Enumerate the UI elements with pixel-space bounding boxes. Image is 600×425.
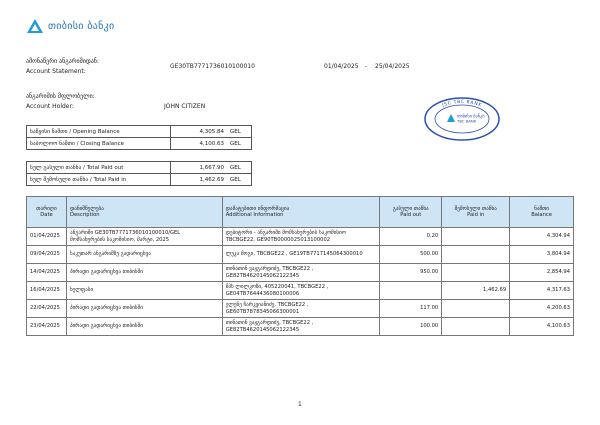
page-number: 1 [298, 401, 302, 408]
row-paid-in [442, 300, 510, 318]
totals-summary [26, 161, 252, 186]
holder-label-en: Account Holder: [26, 103, 74, 110]
row-date: 23/04/2025 [27, 318, 67, 336]
stamp-ring-text: JSC TBC BANK [441, 99, 483, 109]
closing-balance-currency: GEL [227, 138, 252, 150]
header-additional-info: დამატებითი ინფორმაცია Additional Information [222, 197, 380, 228]
row-paid-in [442, 228, 510, 246]
date-to: 25/04/2025 [375, 63, 410, 70]
opening-balance-row [27, 126, 252, 138]
header-paid-in: შემოსული თანხა Paid in [442, 197, 510, 228]
header-date: თარიღი Date [27, 197, 67, 228]
row-date: 22/04/2025 [27, 300, 67, 318]
row-description: პირადი გადარიცხვა თიბისში [66, 264, 222, 282]
row-description: პირადი გადარიცხვა თიბისში [66, 300, 222, 318]
row-paid-out: 500.00 [380, 246, 442, 264]
row-description: პირადი გადარიცხვა თიბისში [66, 318, 222, 336]
row-description: საკუთარ ანგარიშზე გადარიცხვა [66, 246, 222, 264]
row-additional-info: თინათინ ვაჟგარდიძე, TBCBGE22 , GE82TB4620145062122345 [222, 318, 380, 336]
total-paid-out-label: სულ გასული თანხა / Total Paid out [27, 162, 171, 174]
holder-label-ka: ანგარიშის მფლობელი: [26, 93, 95, 100]
total-paid-out-row [27, 162, 252, 174]
row-additional-info: შპს ლილკოზი, 405220041, TBCBGE22 , GE04TB7644436080100006 [222, 282, 380, 300]
total-paid-in-row [27, 174, 252, 186]
row-additional-info: ელენე ჩარკვიანიძე, TBCBGE22 , GE60TB7878345066300001 [222, 300, 380, 318]
row-balance: 2,854.94 [510, 264, 574, 282]
opening-balance-value: 4,305.84 [171, 126, 228, 138]
statement-label-ka: ამონაწერი ანგარიშიდან: [26, 58, 99, 65]
row-balance: 4,304.94 [510, 228, 574, 246]
header-paid-out: გასული თანხა Paid out [380, 197, 442, 228]
date-from: 01/04/2025 [324, 63, 359, 70]
row-paid-out: 117.00 [380, 300, 442, 318]
row-paid-in [442, 264, 510, 282]
total-paid-out-currency: GEL [227, 162, 252, 174]
table-row [27, 318, 574, 336]
row-balance: 3,804.94 [510, 246, 574, 264]
date-separator: - [365, 63, 368, 70]
closing-balance-value: 4,100.63 [171, 138, 228, 150]
row-additional-info: დებიტორი - ანგარიში მომსახურების საკომისიო TBCBGE22, GE90TB0000025013100002 [222, 228, 380, 246]
holder-name: JOHN CITIZEN [164, 103, 206, 110]
table-row [27, 282, 574, 300]
table-row [27, 264, 574, 282]
row-additional-info: თინათინ ვაჟგარდიძე, TBCBGE22 , GE82TB4620145062122345 [222, 264, 380, 282]
header-description: დანიშნულება Description [66, 197, 222, 228]
tbc-logo-icon [26, 18, 44, 34]
transactions-table [26, 196, 574, 336]
row-date: 09/04/2025 [27, 246, 67, 264]
row-additional-info: ლუკა მოგი, TBCBGE22 , GE19TB7717145064300010 [222, 246, 380, 264]
bank-logo-text: თიბისი ბანკი [48, 20, 115, 32]
table-row [27, 228, 574, 246]
table-header-row [27, 197, 574, 228]
row-date: 01/04/2025 [27, 228, 67, 246]
row-paid-out: 950.00 [380, 264, 442, 282]
total-paid-in-value: 1,462.69 [171, 174, 228, 186]
header-balance: ნაშთი Balance [510, 197, 574, 228]
bank-logo [26, 18, 114, 34]
row-paid-out: 0.20 [380, 228, 442, 246]
closing-balance-row [27, 138, 252, 150]
table-row [27, 246, 574, 264]
row-paid-in [442, 246, 510, 264]
row-paid-in [442, 318, 510, 336]
total-paid-out-value: 1,667.90 [171, 162, 228, 174]
row-date: 16/04/2025 [27, 282, 67, 300]
opening-balance-label: საწყისი ნაშთი / Opening Balance [27, 126, 171, 138]
row-balance: 4,317.63 [510, 282, 574, 300]
row-paid-in: 1,462.69 [442, 282, 510, 300]
row-date: 14/04/2025 [27, 264, 67, 282]
stamp-center-en: TBC BANK [457, 118, 477, 124]
closing-balance-label: საბოლოო ნაშთი / Closing Balance [27, 138, 171, 150]
opening-balance-currency: GEL [227, 126, 252, 138]
row-paid-out [380, 282, 442, 300]
account-number: GE30TB7771736010100010 [170, 63, 255, 70]
statement-label-en: Account Statement: [26, 68, 86, 75]
total-paid-in-currency: GEL [227, 174, 252, 186]
row-paid-out: 100.00 [380, 318, 442, 336]
row-balance: 4,200.63 [510, 300, 574, 318]
total-paid-in-label: სულ შემოსული თანხა / Total Paid in [27, 174, 171, 186]
bank-stamp [423, 96, 501, 142]
row-description: ხელფასი [66, 282, 222, 300]
row-balance: 4,100.63 [510, 318, 574, 336]
balance-summary [26, 125, 252, 150]
table-row [27, 300, 574, 318]
stamp-center-ka: თიბისი ბანკი [457, 114, 485, 120]
row-description: ანგარიში GE30TB7771736010100010/GEL მომსახურების საკომისიო, მარტი, 2025 [66, 228, 222, 246]
